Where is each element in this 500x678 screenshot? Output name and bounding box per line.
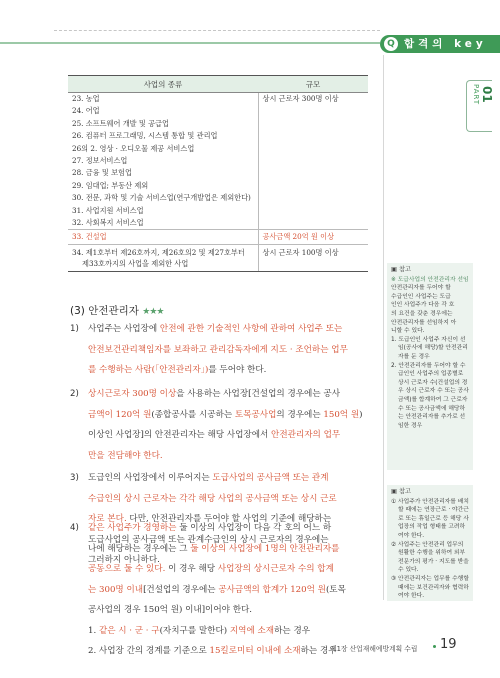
note-items (391, 498, 469, 601)
note-line: 니할 수 있다. (391, 328, 425, 335)
part-label: PART (472, 84, 480, 106)
note-head: ※ 도급사업의 안전관리자 선임 (391, 276, 469, 283)
paragraph-line: 공동으로 둘 수 있다. 이 경우 해당 사업장의 상시근로자 수의 합계 (88, 564, 334, 574)
note-line: 안전관리자를 두어야 할 (391, 285, 451, 292)
paragraph-3: 3) 도급인의 사업장에서 이루어지는 도급사업의 공사금액 또는 관계 수급인의 상시 근로자는 각각 해당 사업의 공사금액 또는 상시 근로 자로 본다. 다만, 안전관리자를 두어야 할 사업의 기준에 해당하는 도급사업의 공사금액 또는 관계수급인의 상시 근로자의 경우에는 그러하지 아니하다. (70, 468, 370, 489)
note-items (391, 336, 469, 431)
business-type-item: 31. 사업지원 서비스업 (72, 205, 144, 215)
row34-type: 34. 제1호부터 제26호까지, 제26호의2 및 제27호부터 제33호까지의 사업을 제외한 사업 (68, 245, 258, 272)
row34-scale: 상시 근로자 100명 이상 (258, 245, 368, 272)
paragraph-line: 금액이 120억 원(종합공사를 시공하는 토목공사업의 경우에는 150억 원) (88, 409, 363, 420)
note-box-2 (387, 485, 473, 601)
paragraph-line: 를 수행하는 사람(「안전관리자」)를 두어야 한다. (88, 365, 267, 375)
note-title: ▣ 참고 (391, 266, 412, 273)
business-type-item: 25. 소프트웨어 개발 및 공급업 (72, 118, 169, 128)
paragraph-line: 그러하지 아니하다. (88, 555, 160, 565)
section-title: (3) 안전관리자 (70, 305, 139, 317)
chapter-footer: 제1장 산업재해예방계획 수립 (330, 645, 418, 653)
table-row (68, 230, 368, 245)
note-item: ① 사업주가 안전관리자를 배치할 때에는 연장근로 · 야간근로 또는 휴일근로 등 해당 사업장의 작업 형태를 고려하여야 한다. (391, 498, 469, 539)
table-header-type: 사업의 종류 (68, 76, 258, 93)
table-row (68, 245, 368, 272)
business-type-list (68, 93, 258, 230)
table-row (68, 93, 368, 230)
business-type-item: 32. 사회복지 서비스업 (72, 217, 144, 227)
note-body (391, 284, 469, 336)
business-type-item: 26. 컴퓨터 프로그래밍, 시스템 통합 및 관리업 (72, 131, 218, 141)
business-scale-table (68, 75, 368, 272)
business-type-item: 23. 농업 (72, 94, 100, 103)
note-line: 인인 사업주가 다음 각 호 (391, 302, 455, 309)
margin-divider (383, 55, 384, 600)
paragraph-line: 2. 사업장 간의 경계를 기준으로 15킬로미터 이내에 소재하는 경우 (88, 646, 337, 656)
note-line: 안전관리자를 선임하지 아 (391, 319, 457, 326)
paragraph-line: 상시근로자 300명 이상을 사용하는 사업장[건설업의 경우에는 공사 (88, 389, 340, 399)
scale-cell: 상시 근로자 300명 이상 (258, 93, 368, 230)
note-line: 의 요건을 갖춘 경우에는 (391, 310, 453, 317)
star-rating-icon: ★★★ (142, 307, 164, 317)
header-dashed-line (54, 30, 380, 31)
paragraph-line: 만을 전담해야 한다. (88, 450, 163, 461)
paragraph-2: 2) 상시근로자 300명 이상을 사용하는 사업장[건설업의 경우에는 공사 금액이 120억 원(종합공사를 시공하는 토목공사업의 경우에는 150억 원) 이상인 사업장]의 안전관리자는 해당 사업장에서 안전관리자의 업무 만을 전담해야 한다. (70, 384, 370, 405)
business-type-item: 26의 2. 영상 · 오디오물 제공 서비스업 (72, 143, 195, 153)
note-item: 1. 도급인인 사업주 자신이 선임(공사에 해당)할 안전관리자를 둔 경우 (391, 336, 468, 360)
table-header-scale: 규모 (258, 76, 368, 93)
paragraph-line: 안전보건관리책임자를 보좌하고 관리감독자에게 지도 · 조언하는 업무 (88, 344, 348, 355)
business-type-item: 24. 어업 (72, 106, 100, 116)
paragraph-line: 사업주는 사업장에 안전에 관한 기술적인 사항에 관하여 사업주 또는 (88, 324, 343, 334)
business-type-item: 29. 임대업; 부동산 제외 (72, 180, 149, 190)
paragraph-line: 공사업의 경우 150억 원) 이내]이어야 한다. (88, 605, 253, 615)
business-type-item: 30. 전문, 과학 및 기술 서비스업(연구개발업은 제외한다) (72, 193, 251, 203)
paragraph-line: 는 300명 이내[건설업의 경우에는 공사금액의 합계가 120억 원(토목 (88, 584, 346, 595)
note-icon: ▣ (391, 266, 399, 273)
note-item: ③ 안전관리자는 업무를 수행할 때에는 보건관리자와 협력하여야 한다. (391, 575, 469, 600)
paragraph-line: 1. 같은 시 · 군 · 구(자치구를 말한다) 지역에 소재하는 경우 (88, 625, 311, 636)
note-line: 수급인인 사업주는 도급 (391, 293, 451, 300)
paragraph-line: 같은 사업주가 경영하는 둘 이상의 사업장이 다음 각 호의 어느 하 (88, 523, 332, 533)
paragraph-1: 1) 사업주는 사업장에 안전에 관한 기술적인 사항에 관하여 사업주 또는 안전보건관리책임자를 보좌하고 관리감독자에게 지도 · 조언하는 업무 를 수행하는 사람(「안전관리자」)를 두어야 한다. (70, 319, 370, 340)
note-icon: ▣ (391, 488, 399, 495)
part-number: 01 (480, 86, 494, 103)
note-item: 2. 안전관리자를 두어야 할 수급인인 사업주의 업종별로 상시 근로자 수(건설업의 경우 상시 근로자 수 또는 공사금액)를 합계하여 그 근로자 수 또는 공사금액에 해당하는 안전관리자를 추가로 선임한 경우 (391, 362, 469, 429)
note-box-1 (387, 263, 473, 470)
note-title: ▣ 참고 (391, 488, 412, 495)
business-type-item: 28. 금융 및 보험업 (72, 168, 132, 178)
header-rule (0, 42, 380, 44)
row33-type: 33. 건설업 (68, 230, 258, 245)
note-item: ② 사업주는 안전관리 업무의 원활한 수행을 위하여 외부전문가의 평가 · 지도를 받을 수 있다. (391, 541, 469, 574)
section-heading (70, 303, 164, 318)
paragraph-line: 이상인 사업장]의 안전관리자는 해당 사업장에서 안전관리자의 업무 (88, 430, 341, 440)
paragraph-line: 도급사업의 공사금액 또는 관계수급인의 상시 근로자의 경우에는 (88, 534, 329, 545)
paragraph-line: 나에 해당하는 경우에는 그 둘 이상의 사업장에 1명의 안전관리자를 (88, 543, 340, 554)
paragraph-line: 도급인의 사업장에서 이루어지는 도급사업의 공사금액 또는 관계 (88, 473, 329, 483)
key-badge-text: 합격의 key (404, 38, 487, 50)
page-number: 19 (440, 637, 457, 652)
business-type-item: 27. 정보서비스업 (72, 155, 128, 165)
paragraph-line: 수급인의 상시 근로자는 각각 해당 사업의 공사금액 또는 상시 근로 (88, 493, 337, 504)
paragraph-line: 자로 본다. 다만, 안전관리자를 두어야 할 사업의 기준에 해당하는 (88, 514, 332, 524)
footer-dot-icon (433, 645, 436, 648)
q-icon: Q (384, 37, 398, 51)
paragraph-4: 4) 같은 사업주가 경영하는 둘 이상의 사업장이 다음 각 호의 어느 하 나에 해당하는 경우에는 그 둘 이상의 사업장에 1명의 안전관리자를 공동으로 둘 수 있다. 이 경우 해당 사업장의 상시근로자 수의 합계 는 300명 이내[건설업의 경우에는 공사금액의 합계가 120억 원(토목 공사업의 경우 150억 원) 이내]이어야 한다. 1. 같은 시 · 군 · 구(자치구를 말한다) 지역에 소재하는 경우 2. 사업장 간의 경계를 기준으로 15킬로미터 이내에 소재하는 경우 (70, 518, 370, 539)
row33-scale: 공사금액 20억 원 이상 (258, 230, 368, 245)
